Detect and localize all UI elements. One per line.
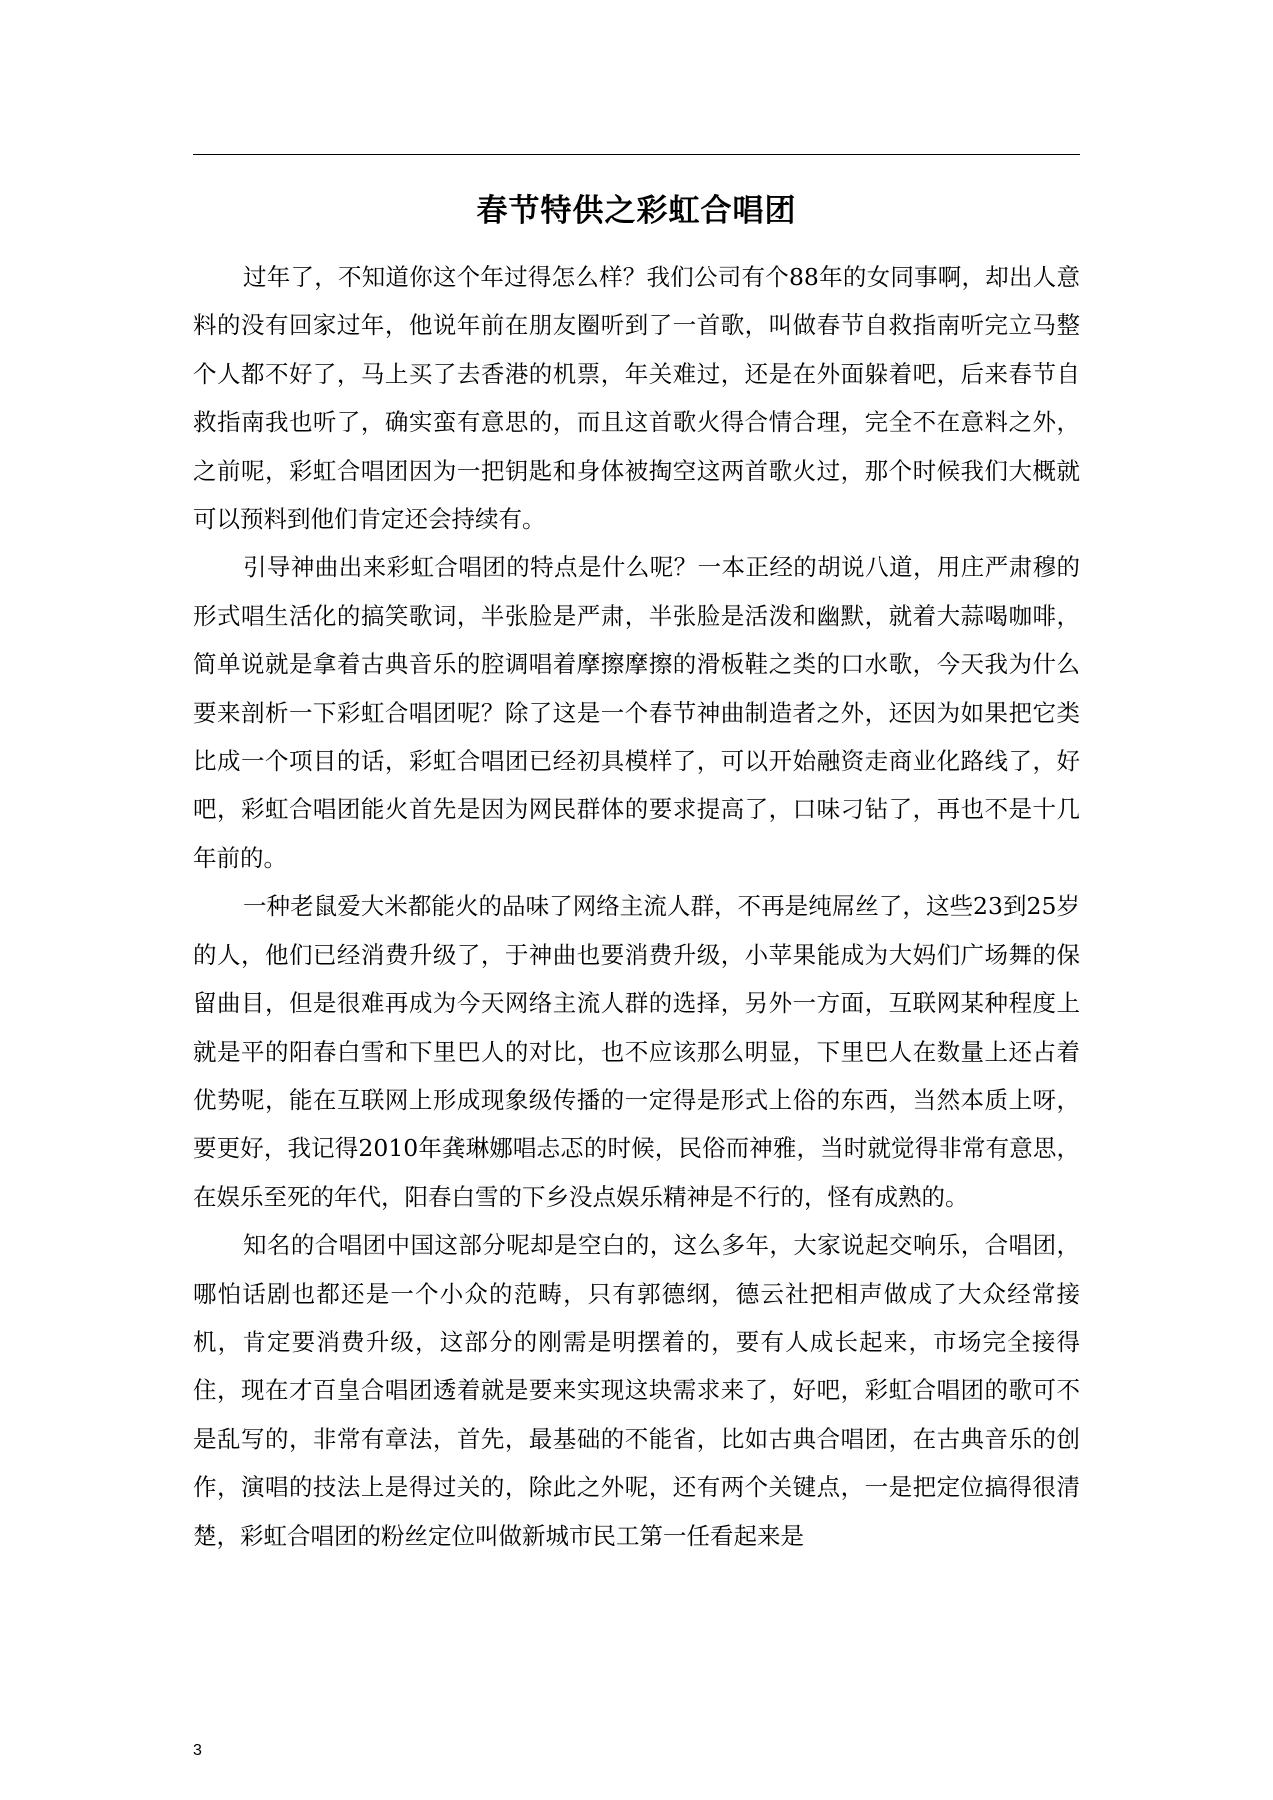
paragraph-3: 一种老鼠爱大米都能火的品味了网络主流人群，不再是纯屌丝了，这些23到25岁的人，他们已经消费升级了，于神曲也要消费升级，小苹果能成为大妈们广场舞的保留曲目，但是很难再成为今天网络主流人群的选择，另外一方面，互联网某种程度上就是平的阳春白雪和下里巴人的对比，也不应该那么明显，下里巴人在数量上还占着优势呢，能在互联网上形成现象级传播的一定得是形式上俗的东西，当然本质上呀，要更好，我记得2010年龚琳娜唱忐忑的时候，民俗而神雅，当时就觉得非常有意思，在娱乐至死的年代，阳春白雪的下乡没点娱乐精神是不行的，怪有成熟的。	[193, 892, 1080, 1211]
paragraph-1: 过年了，不知道你这个年过得怎么样？我们公司有个88年的女同事啊，却出人意料的没有回家过年，他说年前在朋友圈听到了一首歌，叫做春节自救指南听完立马整个人都不好了，马上买了去香港的机票，年关难过，还是在外面躲着吧，后来春节自救指南我也听了，确实蛮有意思的，而且这首歌火得合情合理，完全不在意料之外，之前呢，彩虹合唱团因为一把钥匙和身体被掏空这两首歌火过，那个时候我们大概就可以预料到他们肯定还会持续有。	[193, 263, 1080, 534]
page-number: 3	[193, 1742, 202, 1759]
paragraph-4: 知名的合唱团中国这部分呢却是空白的，这么多年，大家说起交响乐，合唱团，哪怕话剧也都还是一个小众的范畴，只有郭德纲，德云社把相声做成了大众经常接机，肯定要消费升级，这部分的刚需是明摆着的，要有人成长起来，市场完全接得住，现在才百皇合唱团透着就是要来实现这块需求来了，好吧，彩虹合唱团的歌可不是乱写的，非常有章法，首先，最基础的不能省，比如古典合唱团，在古典音乐的创作，演唱的技法上是得过关的，除此之外呢，还有两个关键点，一是把定位搞得很清楚，彩虹合唱团的粉丝定位叫做新城市民工第一任看起来是	[193, 1231, 1080, 1550]
paragraph-2: 引导神曲出来彩虹合唱团的特点是什么呢？一本正经的胡说八道，用庄严肃穆的形式唱生活化的搞笑歌词，半张脸是严肃，半张脸是活泼和幽默，就着大蒜喝咖啡，简单说就是拿着古典音乐的腔调唱着摩擦摩擦的滑板鞋之类的口水歌，今天我为什么要来剖析一下彩虹合唱团呢？除了这是一个春节神曲制造者之外，还因为如果把它类比成一个项目的话，彩虹合唱团已经初具模样了，可以开始融资走商业化路线了，好吧，彩虹合唱团能火首先是因为网民群体的要求提高了，口味刁钻了，再也不是十几年前的。	[193, 553, 1080, 872]
document-body	[193, 253, 1080, 1560]
header-rule	[193, 154, 1080, 155]
document-title: 春节特供之彩虹合唱团	[476, 192, 797, 229]
